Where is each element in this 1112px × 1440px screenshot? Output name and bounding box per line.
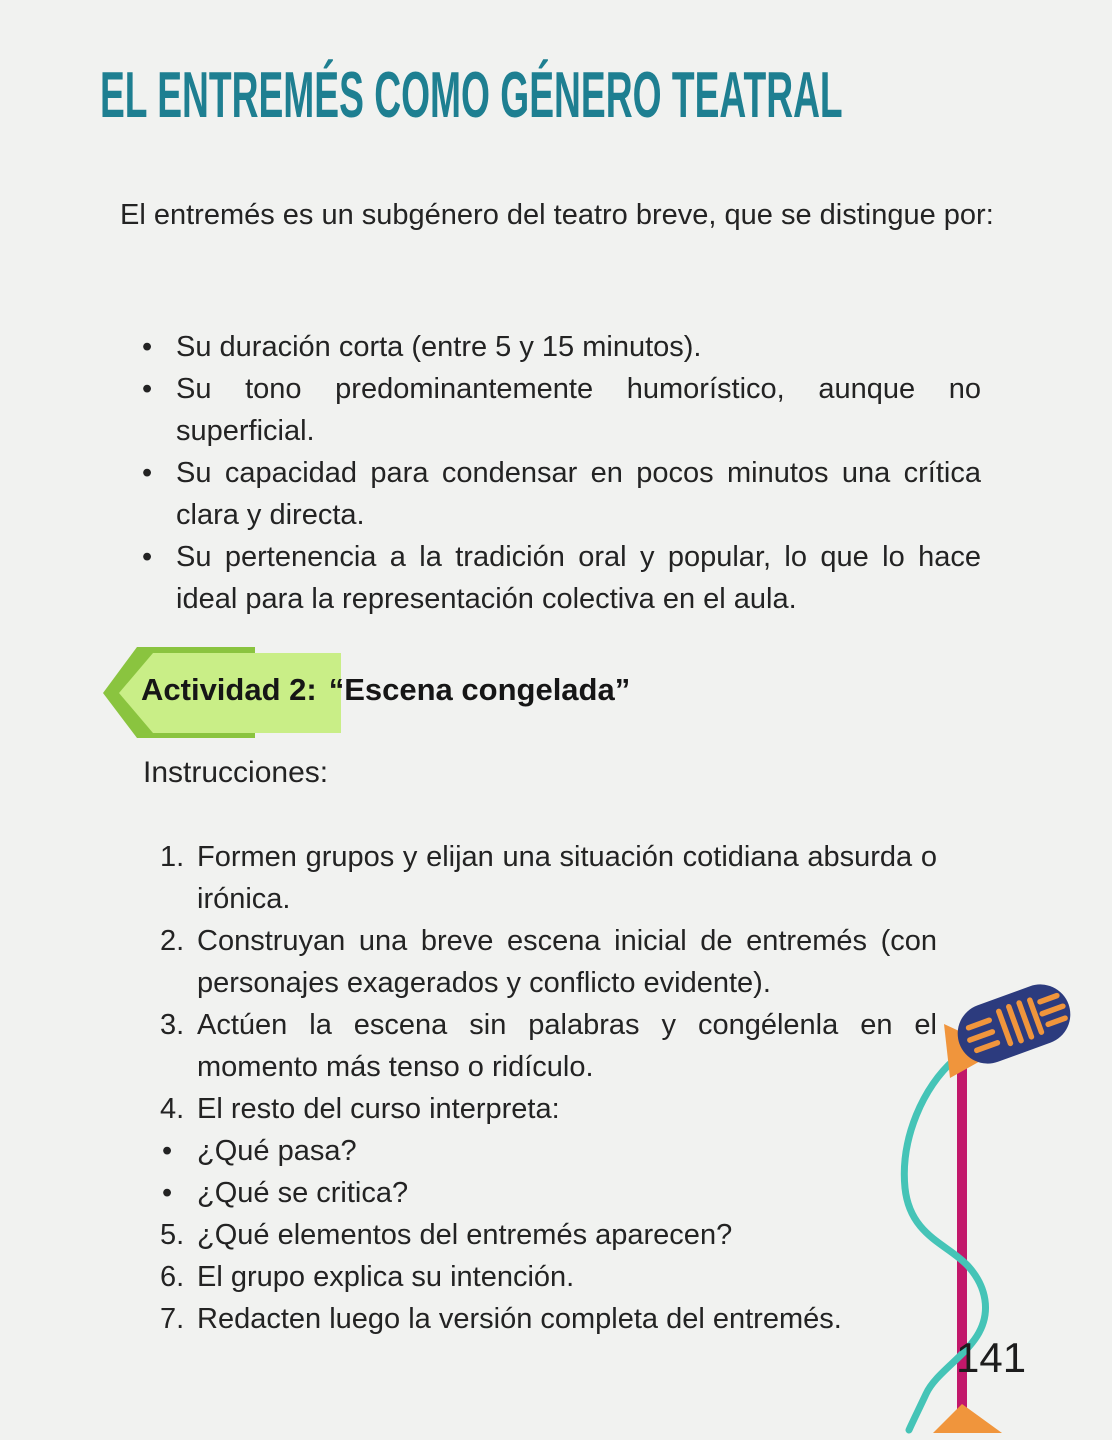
- intro-paragraph: El entremés es un subgénero del teatro breve, que se distingue por:: [120, 199, 994, 231]
- list-item: [160, 1214, 952, 1256]
- list-item-text: El grupo explica su intención.: [197, 1261, 575, 1293]
- list-item-text: Formen grupos y elijan una situación cotidiana absurda o irónica.: [197, 841, 937, 915]
- list-item: [140, 368, 1000, 452]
- list-item-text: Su duración corta (entre 5 y 15 minutos).: [176, 331, 702, 363]
- number-marker: 2.: [160, 925, 185, 957]
- number-marker: 5.: [160, 1219, 185, 1251]
- number-marker: 1.: [160, 841, 185, 873]
- list-item: [140, 536, 1000, 620]
- list-item-text: Construyan una breve escena inicial de entremés (con personajes exagerados y conflicto evidente).: [197, 925, 937, 999]
- list-item: [160, 1130, 952, 1172]
- list-item: [160, 1004, 952, 1088]
- list-item: [160, 1256, 952, 1298]
- list-item: [140, 452, 1000, 536]
- mic-base: [933, 1404, 1002, 1433]
- number-marker: 3.: [160, 1009, 185, 1041]
- activity-heading: [141, 670, 630, 710]
- bullet-marker: •: [162, 1135, 173, 1167]
- list-item: [160, 920, 952, 1004]
- steps-list: [160, 836, 952, 1340]
- list-item-text: ¿Qué se critica?: [197, 1177, 409, 1209]
- list-item-text: Su pertenencia a la tradición oral y popular, lo que lo hace ideal para la representación colectiva en el aula.: [176, 541, 981, 615]
- list-item: [160, 836, 952, 920]
- list-item-text: Actúen la escena sin palabras y congélenla en el momento más tenso o ridículo.: [197, 1009, 937, 1083]
- number-marker: 4.: [160, 1093, 185, 1125]
- list-item-text: Su tono predominantemente humorístico, aunque no superficial.: [176, 373, 981, 447]
- bullet-marker: •: [142, 373, 153, 405]
- bullet-marker: •: [142, 541, 153, 573]
- features-list: [140, 326, 1000, 620]
- bullet-marker: •: [162, 1177, 173, 1209]
- activity-title: “Escena congelada”: [328, 672, 631, 707]
- bullet-marker: •: [142, 457, 153, 489]
- list-item-text: ¿Qué elementos del entremés aparecen?: [197, 1219, 733, 1251]
- list-item: [160, 1088, 952, 1130]
- activity-label: Actividad 2:: [141, 672, 317, 707]
- bullet-marker: •: [142, 331, 153, 363]
- list-item-text: ¿Qué pasa?: [197, 1135, 357, 1167]
- list-item-text: Redacten luego la versión completa del entremés.: [197, 1303, 842, 1335]
- list-item: [160, 1172, 952, 1214]
- list-item-text: El resto del curso interpreta:: [197, 1093, 560, 1125]
- list-item: [160, 1298, 952, 1340]
- page-title: EL ENTREMÉS COMO GÉNERO TEATRAL: [100, 59, 843, 132]
- page-number: 141: [956, 1334, 1027, 1381]
- number-marker: 6.: [160, 1261, 185, 1293]
- number-marker: 7.: [160, 1303, 185, 1335]
- list-item: [140, 326, 1000, 368]
- instructions-heading: Instrucciones:: [143, 756, 329, 789]
- list-item-text: Su capacidad para condensar en pocos minutos una crítica clara y directa.: [176, 457, 981, 531]
